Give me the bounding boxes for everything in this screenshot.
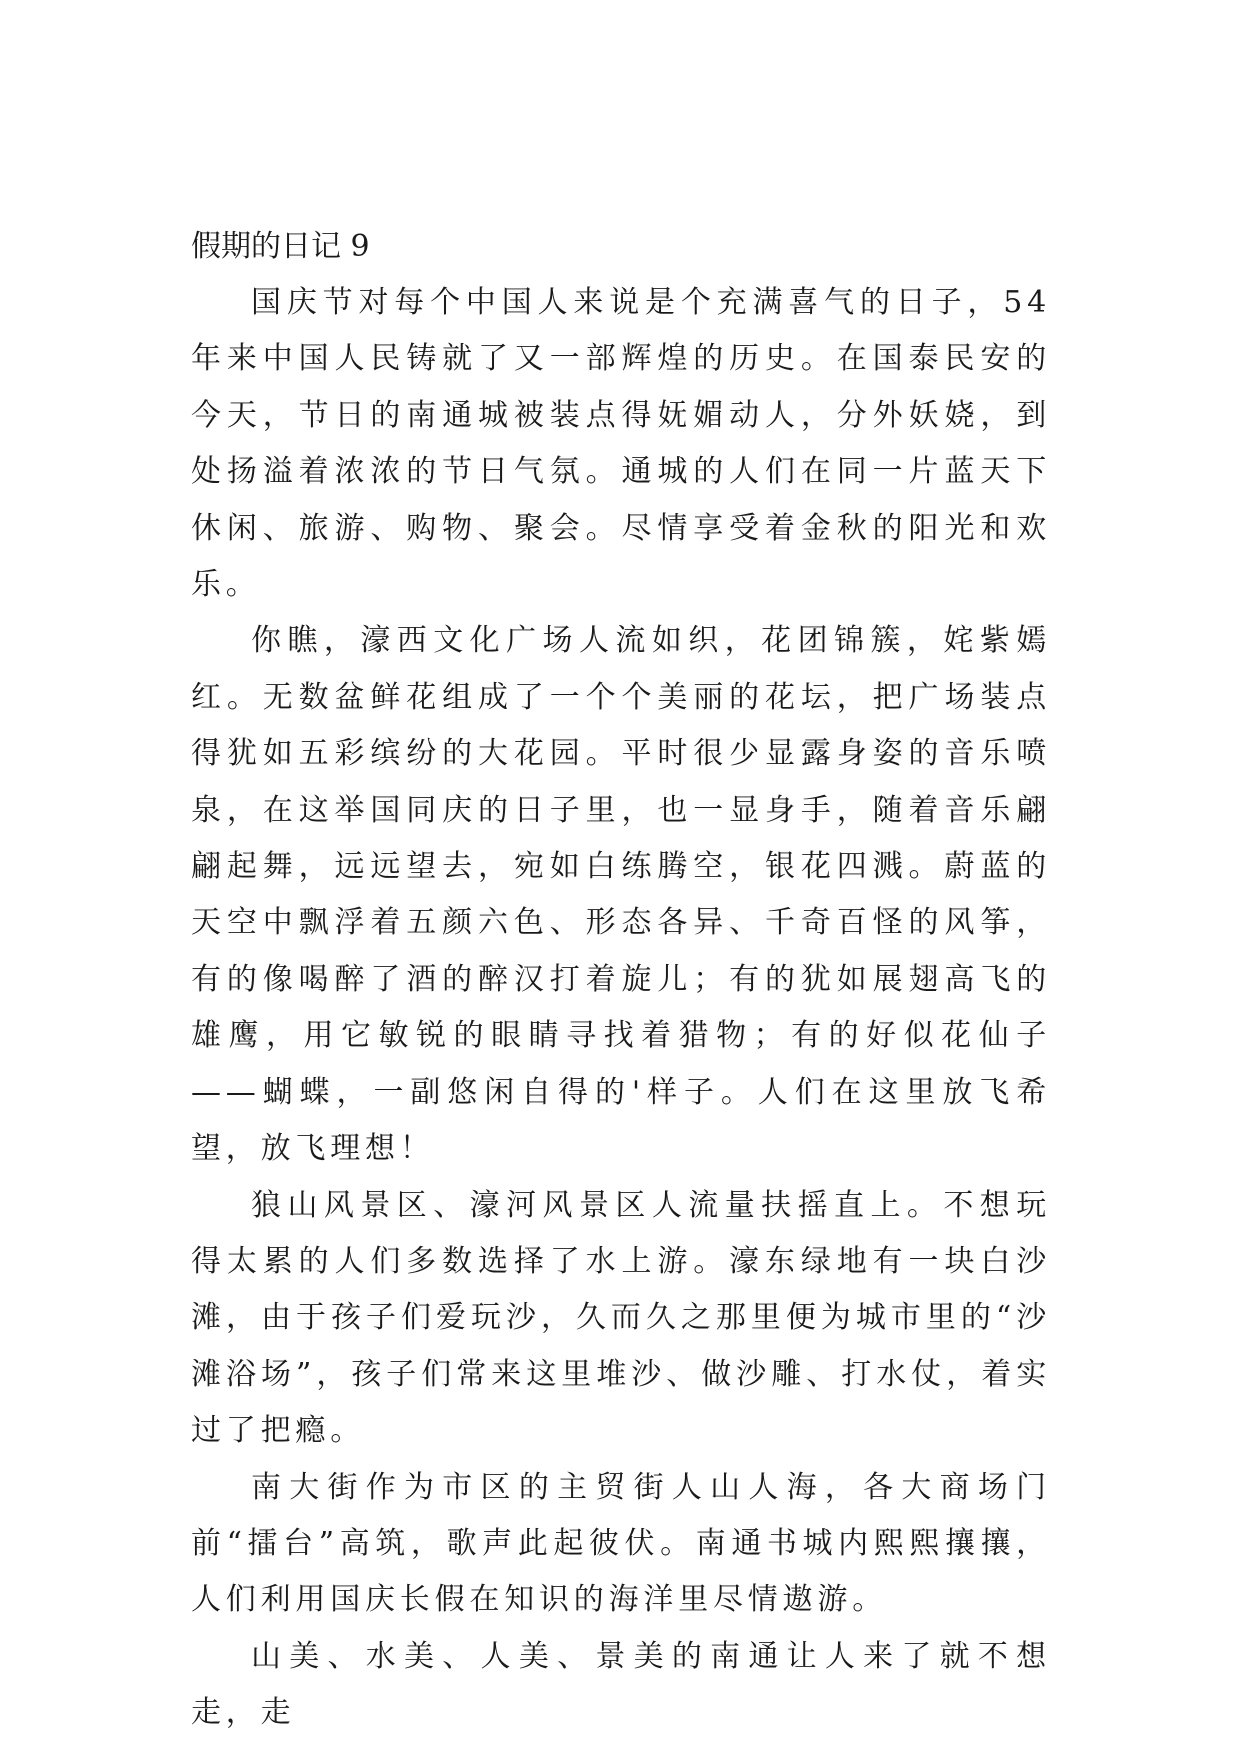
paragraph: 国庆节对每个中国人来说是个充满喜气的日子，54 年来中国人民铸就了又一部辉煌的历史。在国泰民安的今天，节日的南通城被装点得妩媚动人，分外妖娆，到处扬溢着浓浓的节日气氛。通城的人们在同一片蓝天下休闲、旅游、购物、聚会。尽情享受着金秋的阳光和欢乐。	[191, 285, 1051, 603]
paragraph: 狼山风景区、濠河风景区人流量扶摇直上。不想玩得太累的人们多数选择了水上游。濠东绿地有一块白沙滩，由于孩子们爱玩沙，久而久之那里便为城市里的“沙滩浴场”，孩子们常来这里堆沙、做沙雕、打水仗，着实过了把瘾。	[191, 1187, 1051, 1449]
paragraph: 你瞧，濠西文化广场人流如织，花团锦簇，姹紫嫣红。无数盆鲜花组成了一个个美丽的花坛，把广场装点得犹如五彩缤纷的大花园。平时很少显露身姿的音乐喷泉，在这举国同庆的日子里，也一显身手，随着音乐翩翩起舞，远远望去，宛如白练腾空，银花四溅。蔚蓝的天空中飘浮着五颜六色、形态各异、千奇百怪的风筝，有的像喝醉了酒的醉汉打着旋儿；有的犹如展翅高飞的雄鹰，用它敏锐的眼睛寻找着猎物；有的好似花仙子——蝴蝶，一副悠闲自得的'样子。人们在这里放飞希望，放飞理想！	[191, 623, 1051, 1167]
paragraph: 山美、水美、人美、景美的南通让人来了就不想走，走	[191, 1638, 1051, 1731]
document-title: 假期的日记 9	[191, 229, 370, 264]
document-body	[191, 275, 1051, 1742]
paragraph: 南大街作为市区的主贸街人山人海，各大商场门前“擂台”高筑，歌声此起彼伏。南通书城内熙熙攘攘，人们利用国庆长假在知识的海洋里尽情遨游。	[191, 1469, 1051, 1618]
